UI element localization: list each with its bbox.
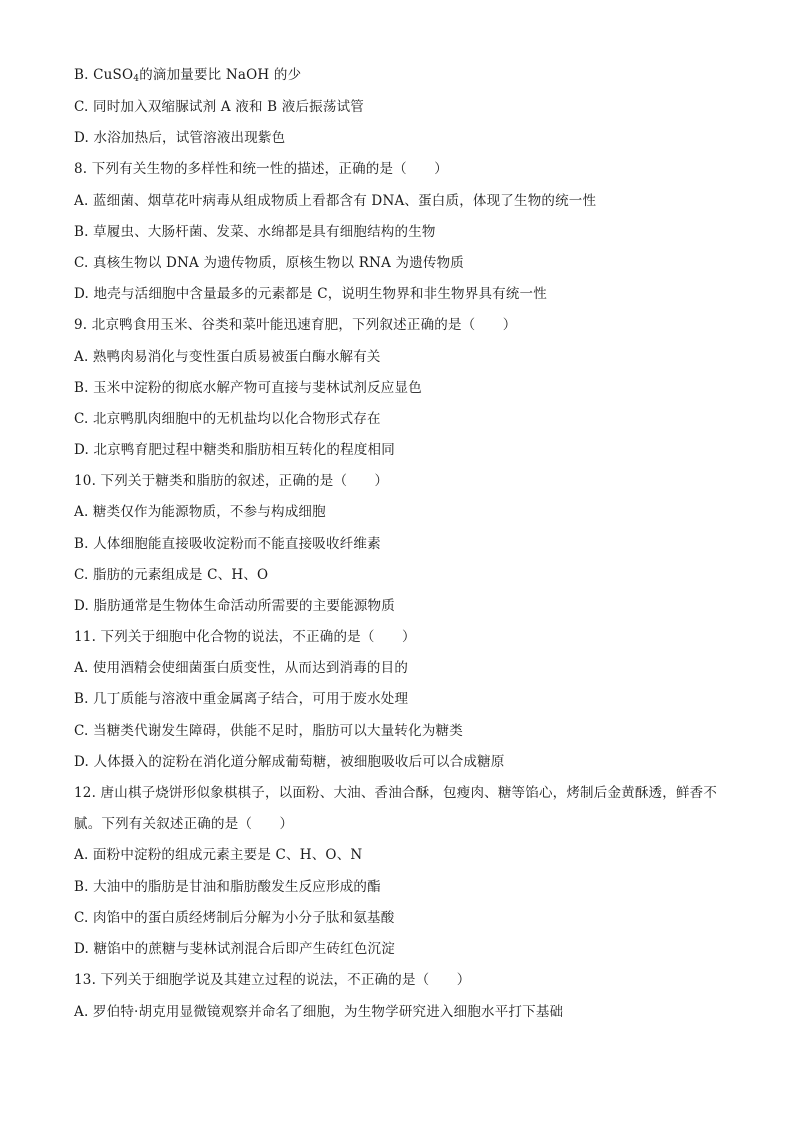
option-8a: A. 蓝细菌、烟草花叶病毒从组成物质上看都含有 DNA、蛋白质，体现了生物的统一性 [74,193,597,209]
option-12b: B. 大油中的脂肪是甘油和脂肪酸发生反应形成的酯 [74,879,381,895]
option-10b: B. 人体细胞能直接吸收淀粉而不能直接吸收纤维素 [74,536,381,552]
option-8b: B. 草履虫、大肠杆菌、发菜、水绵都是具有细胞结构的生物 [74,224,436,240]
option-8c: C. 真核生物以 DNA 为遗传物质，原核生物以 RNA 为遗传物质 [74,255,465,271]
option-11b: B. 几丁质能与溶液中重金属离子结合，可用于废水处理 [74,691,409,707]
option-11c: C. 当糖类代谢发生障碍，供能不足时，脂肪可以大量转化为糖类 [74,723,463,739]
question-12-line1: 12. 唐山棋子烧饼形似象棋棋子，以面粉、大油、香油合酥，包瘦肉、糖等馅心，烤制后金黄酥透，鲜香不 [74,785,718,801]
option-7b-prefix: B. CuSO [74,67,134,83]
option-11d: D. 人体摄入的淀粉在消化道分解成葡萄糖，被细胞吸收后可以合成糖原 [74,754,505,770]
option-9b: B. 玉米中淀粉的彻底水解产物可直接与斐林试剂反应显色 [74,380,422,396]
option-10d: D. 脂肪通常是生物体生命活动所需要的主要能源物质 [74,598,395,614]
option-8d: D. 地壳与活细胞中含量最多的元素都是 C，说明生物界和非生物界具有统一性 [74,286,547,302]
question-9: 9. 北京鸭食用玉米、谷类和菜叶能迅速育肥，下列叙述正确的是（ ） [74,317,517,333]
option-13a: A. 罗伯特·胡克用显微镜观察并命名了细胞，为生物学研究进入细胞水平打下基础 [74,1004,564,1020]
question-13: 13. 下列关于细胞学说及其建立过程的说法，不正确的是（ ） [74,972,471,988]
option-12c: C. 肉馅中的蛋白质经烤制后分解为小分子肽和氨基酸 [74,910,395,926]
option-9d: D. 北京鸭育肥过程中糖类和脂肪相互转化的程度相同 [74,442,395,458]
option-10a: A. 糖类仅作为能源物质，不参与构成细胞 [74,504,326,520]
option-7c: C. 同时加入双缩脲试剂 A 液和 B 液后振荡试管 [74,99,364,115]
option-12a: A. 面粉中淀粉的组成元素主要是 C、H、O、N [74,847,363,863]
option-7b [74,66,734,84]
question-12-line2: 腻。下列有关叙述正确的是（ ） [74,816,294,832]
option-12d: D. 糖馅中的蔗糖与斐林试剂混合后即产生砖红色沉淀 [74,941,395,957]
option-10c: C. 脂肪的元素组成是 C、H、O [74,567,269,583]
option-9a: A. 熟鸭肉易消化与变性蛋白质易被蛋白酶水解有关 [74,349,381,365]
option-9c: C. 北京鸭肌肉细胞中的无机盐均以化合物形式存在 [74,411,381,427]
subscript-4: 4 [133,74,140,84]
question-10: 10. 下列关于糖类和脂肪的叙述，正确的是（ ） [74,473,389,489]
question-11: 11. 下列关于细胞中化合物的说法，不正确的是（ ） [74,629,416,645]
option-7d: D. 水浴加热后，试管溶液出现紫色 [74,130,286,146]
option-7b-suffix: 的滴加量要比 NaOH 的少 [139,67,302,83]
question-8: 8. 下列有关生物的多样性和统一性的描述，正确的是（ ） [74,161,448,177]
option-11a: A. 使用酒精会使细菌蛋白质变性，从而达到消毒的目的 [74,660,409,676]
